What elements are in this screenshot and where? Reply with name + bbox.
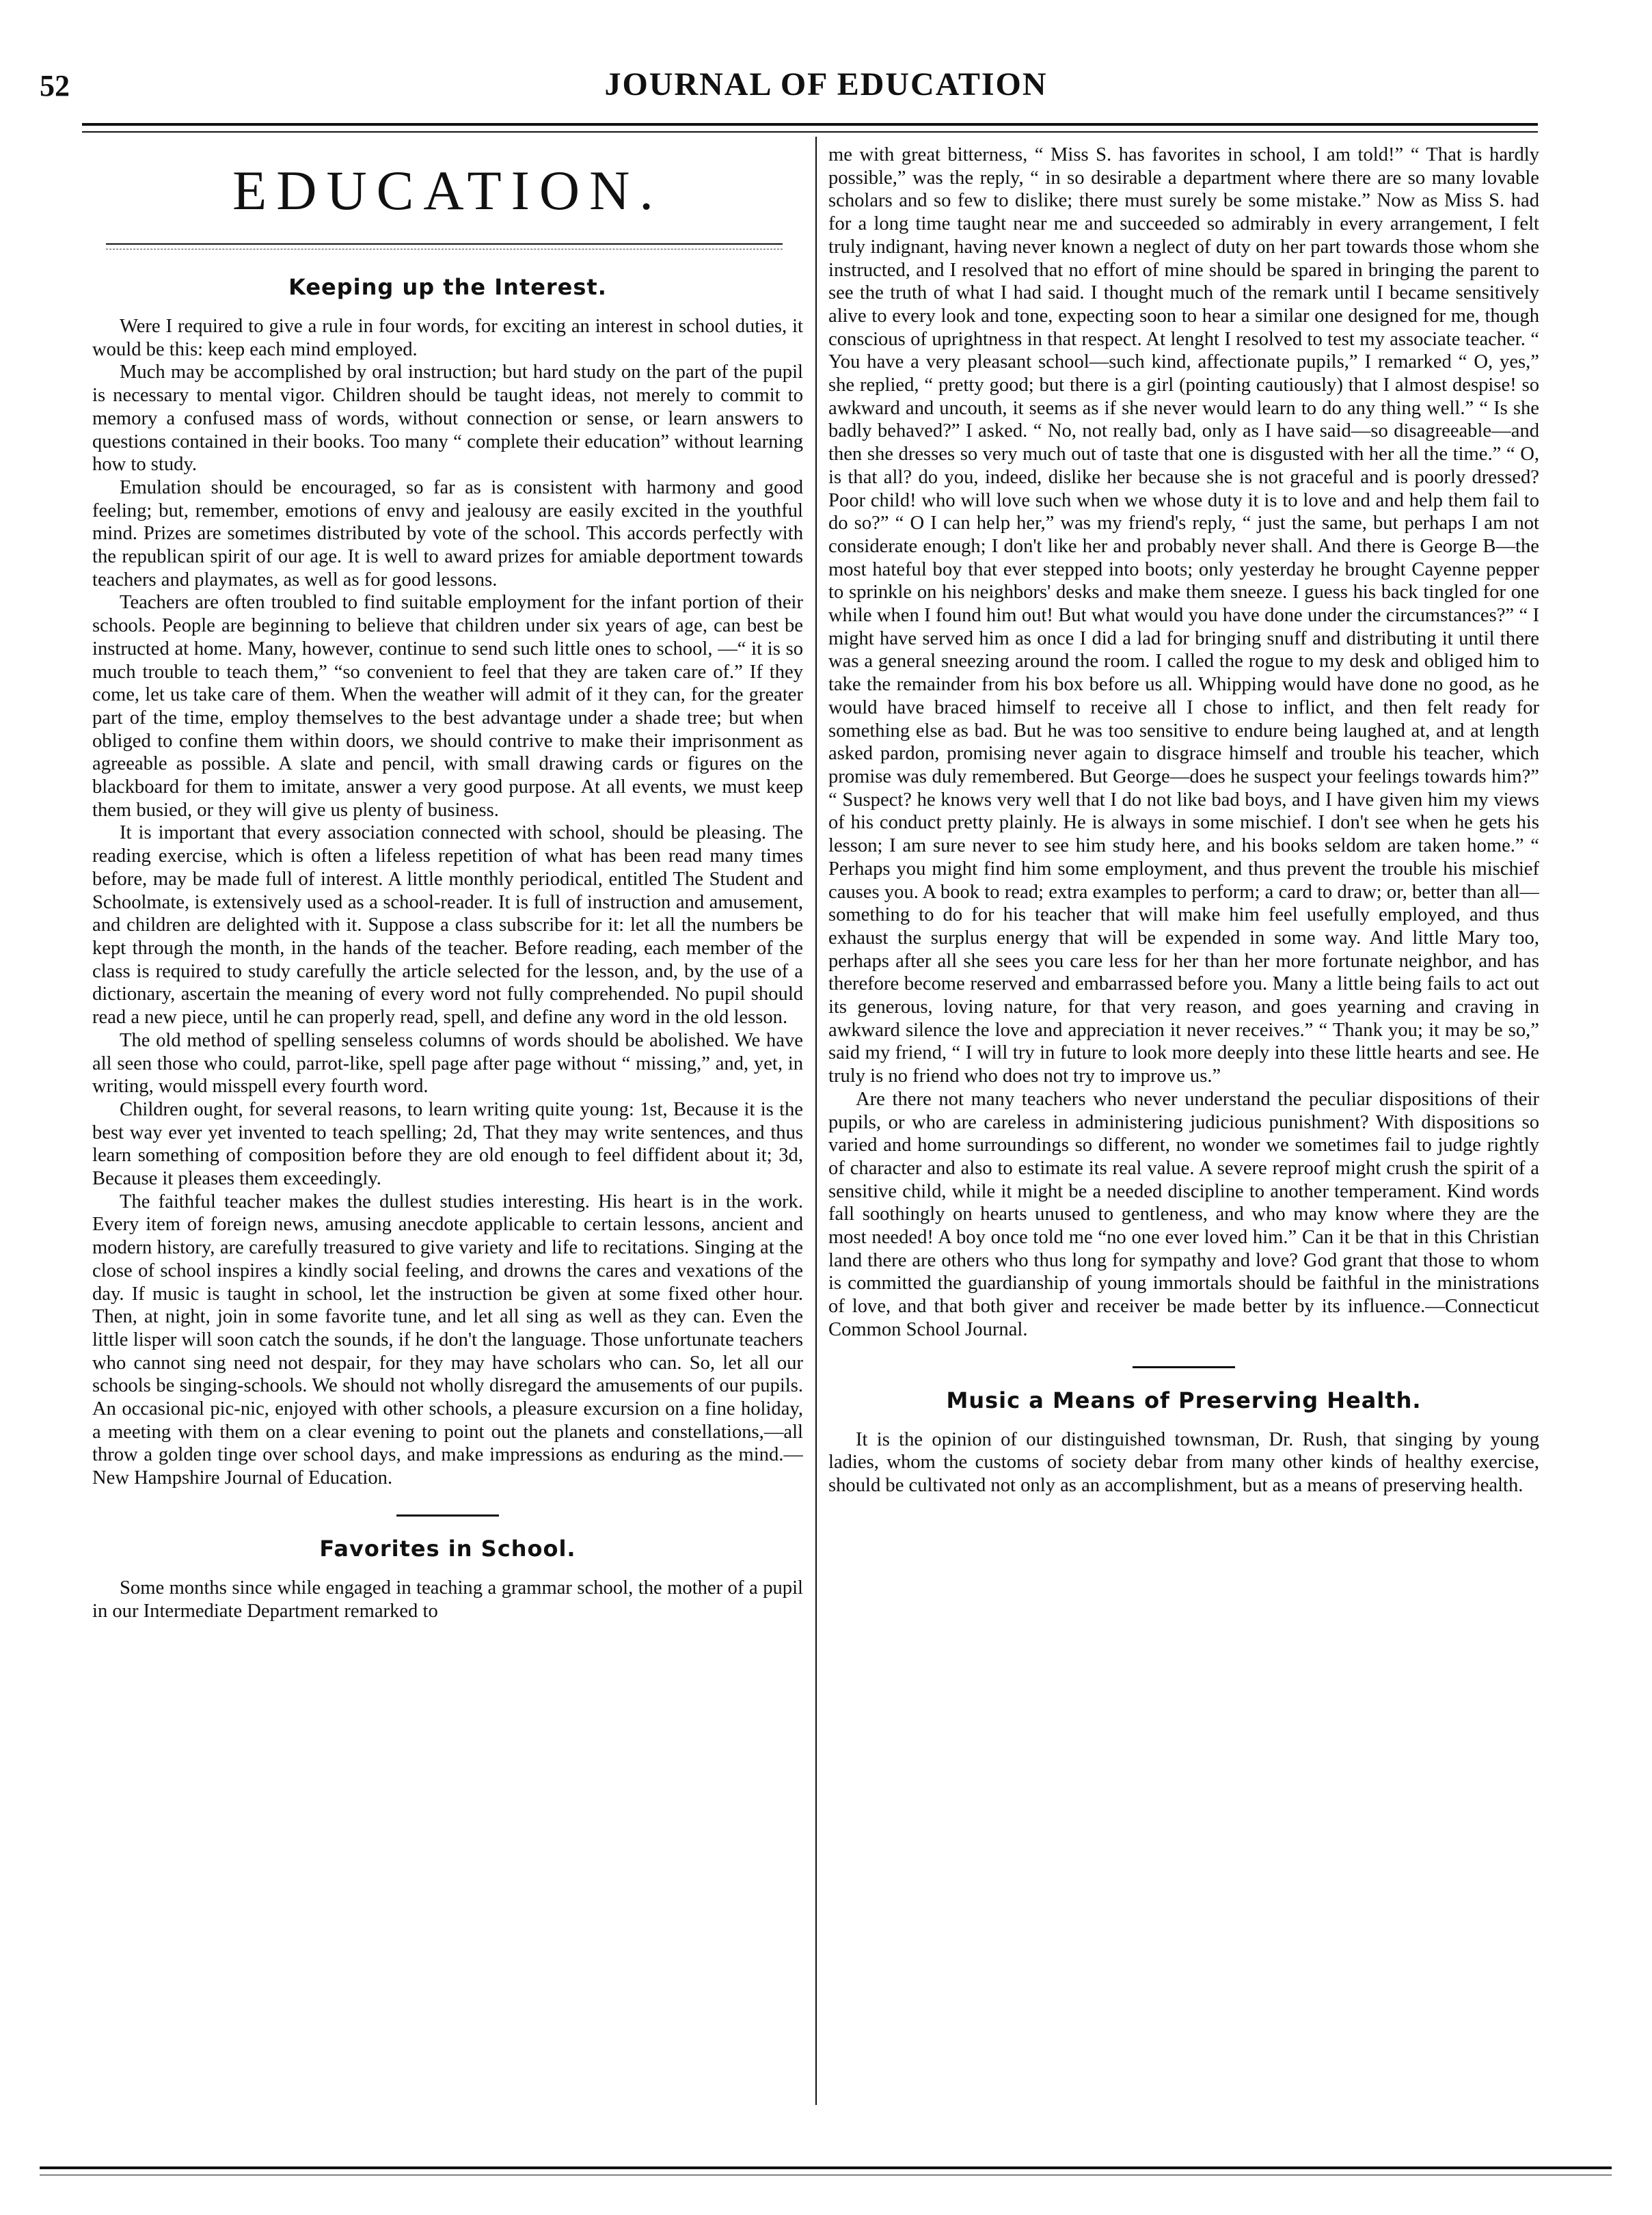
page-number: 52 [40, 69, 70, 103]
article-paragraph: Were I required to give a rule in four words, for exciting an interest in school duties, it would be this: keep each mind employed. [92, 316, 803, 360]
article-paragraph: Some months since while engaged in teaching a grammar school, the mother of a pupil in our Intermediate Department remarked to [92, 1577, 803, 1622]
left-column [92, 144, 803, 2106]
article-title-keeping-interest: Keeping up the Interest. [288, 274, 607, 300]
running-head: JOURNAL OF EDUCATION [604, 66, 1048, 103]
footer-rule [40, 2166, 1612, 2169]
column-divider [815, 137, 817, 2105]
article-title-music: Music a Means of Preserving Health. [946, 1387, 1422, 1413]
header-rule [82, 123, 1538, 126]
right-column [828, 144, 1539, 2106]
article-paragraph: Much may be accomplished by oral instruction; but hard study on the part of the pupil is necessary to mental vigor. Children should be taught ideas, not merely to commit to memory a confused mass of words, without connection or sense, or learn answers to questions contained in their books. Too many “ complete their education” without learning how to study. [92, 362, 803, 476]
article-paragraph: The old method of spelling senseless columns of words should be abolished. We have all seen those who could, parrot-like, spell page after page without “ missing,” and, yet, in writing, would misspell every fourth word. [92, 1029, 803, 1098]
article-paragraph: Emulation should be encouraged, so far as is consistent with harmony and good feeling; but, remember, emotions of envy and jealousy are easily excited in the youthful mind. Prizes are sometimes distributed by vote of the school. This accords perfectly with the republican spirit of our age. It is well to award prizes for amiable deportment towards teachers and playmates, as well as for good lessons. [92, 476, 803, 590]
article-paragraph: me with great bitterness, “ Miss S. has favorites in school, I am told!” “ That is hardly possible,” was the reply, “ in so desirable a department where there are so many lovable scholars and so few to dislike; there must surely be some mistake.” Now as Miss S. had for a long time taught near me and succeeded so admirably in every arrangement, I felt truly indignant, having never known a neglect of duty on her part towards those whom she instructed, and I resolved that no effort of mine should be spared in bringing the parent to see the truth of what I had said. I thought much of the remark until I became sensitively alive to every look and tone, expecting soon to hear a similar one designed for me, though conscious of uprightness in that respect. At lenght I resolved to test my associate teacher. “ You have a very pleasant school—such kind, affectionate pupils,” I remarked “ O, yes,” she replied, “ pretty good; but there is a girl (pointing cautiously) that I almost despise! so awkward and uncouth, it seems as if she never would learn to do any thing well.” “ Is she badly behaved?” I asked. “ No, not really bad, only as I have said—so disagreeable—and then she dresses so very much out of taste that one is disgusted with her all the time.” “ O, is that all? do you, indeed, dislike her because she is not graceful and is poorly dressed? Poor child! who will love such when we whose duty it is to love and and help them fail to do so?” “ O I can help her,” was my friend's reply, “ just the same, but perhaps I am not considerate enough; I don't like her and probably never shall. And there is George B—the most hateful boy that ever stepped into boots; only yesterday he brought Cayenne pepper to sprinkle on his neighbors' desks and make them sneeze. I guess his back tingled for one while when I found him out! But what would you have done under the circumstances?” “ I might have served him as once I did a lad for bringing snuff and distributing it until there was a general sneezing around the room. I called the rogue to my desk and obliged him to take the remainder from his box before us all. Whipping would have done no good, as he would have braced himself to receive all I chose to inflict, and then felt ready for something else as bad. But he was too sensitive to endure being laughed at, and at length asked pardon, promising never again to disgrace himself and trouble his teacher, which promise was duly remembered. But George—does he suspect your feelings towards him?” “ Suspect? he knows very well that I do not like bad boys, and I have given him my views of his conduct pretty plainly. He is always in some mischief. I don't see when he gets his lesson; I am sure never to see him study here, and his books seldom are taken home.” “ Perhaps you might find him some employment, and thus prevent the trouble his mischief causes you. A book to read; extra examples to perform; a card to draw; or, better than all—something to do for his teacher that will make him feel usefully employed, and thus exhaust the surplus energy that will be expended in some way. And little Mary too, perhaps after all she sees you care less for her than her more fortunate neighbor, and has therefore become reserved and embarrassed before you. Many a little being fails to act out its generous, loving nature, for that very reason, and goes yearning and craving in awkward silence the love and appreciation it never receives.” “ Thank you; it may be so,” said my friend, “ I will try in future to look more deeply into these little hearts and see. He truly is no friend who does not try to improve us.” [828, 144, 1539, 1087]
article-paragraph: It is important that every association connected with school, should be pleasing. The reading exercise, which is often a lifeless repetition of what has been read many times before, may be made full of interest. A little monthly periodical, entitled The Student and Schoolmate, is extensively used as a school-reader. It is full of instruction and amusement, and children are delighted with it. Suppose a class subscribe for it: let all the numbers be kept through the month, in the hands of the teacher. Before reading, each member of the class is required to study carefully the article selected for the lesson, and, by the use of a dictionary, ascertain the meaning of every word not fully comprehended. No pupil should read a new piece, until he can properly read, spell, and define any word in the old lesson. [92, 822, 803, 1029]
section-masthead: EDUCATION. [232, 159, 663, 221]
masthead-rule [106, 243, 783, 245]
article-paragraph: Children ought, for several reasons, to learn writing quite young: 1st, Because it is the best way ever yet invented to teach spelling; 2d, That they may write sentences, and thus learn something of composition before they are old enough to feel diffident about it; 3d, Because it pleases them exceedingly. [92, 1098, 803, 1190]
article-separator [396, 1514, 499, 1517]
article-paragraph: Teachers are often troubled to find suitable employment for the infant portion of their schools. People are beginning to believe that children under six years of age, can best be instructed at home. Many, however, continue to send such little ones to school, —“ it is so much trouble to teach them,” “so convenient to feel that they are taken care of.” If they come, let us take care of them. When the weather will admit of it they can, for the greater part of the time, employ themselves to the best advantage under a shade tree; but when obliged to confine them within doors, we should contrive to make their imprisonment as agreeable as possible. A slate and pencil, with small drawing cards or figures on the blackboard for them to imitate, answer a very good purpose. At all events, we must keep them busied, or they will give us plenty of business. [92, 592, 803, 821]
article-paragraph: The faithful teacher makes the dullest studies interesting. His heart is in the work. Every item of foreign news, amusing anecdote applicable to certain lessons, ancient and modern history, are carefully treasured to give variety and life to recitations. Singing at the close of school inspires a kindly social feeling, and drowns the cares and vexations of the day. If music is taught in school, let the instruction be given at some fixed other hour. Then, at night, join in some favorite tune, and let all sing as well as they can. Even the little lisper will soon catch the sounds, if he don't the language. Those unfortunate teachers who cannot sing need not despair, for they may have scholars who can. So, let all our schools be singing-schools. We should not wholly disregard the amusements of our pupils. An occasional pic-nic, enjoyed with other schools, a pleasure excursion on a fine holiday, a meeting with them on a clear evening to point out the planets and constellations,—all throw a golden tinge over school days, and make impressions as enduring as the mind.—New Hampshire Journal of Education. [92, 1191, 803, 1489]
article-separator [1133, 1366, 1235, 1368]
article-title-favorites: Favorites in School. [319, 1535, 576, 1562]
article-paragraph: Are there not many teachers who never understand the peculiar dispositions of their pupils, or who are careless in administering judicious punishment? With dispositions so varied and home surroundings so different, no wonder we sometimes fail to judge rightly of character and also to estimate its real value. A severe reproof might crush the spirit of a sensitive child, while it might be a needed discipline to another temperament. Kind words fall soothingly on hearts unused to gentleness, and who may know where they are the most needed! A boy once told me “no one ever loved him.” Can it be that in this Christian land there are others who thus long for sympathy and love? God grant that those to whom is committed the guardianship of young immortals should be faithful in the ministrations of love, and that both giver and receiver be made better by its influence.—Connecticut Common School Journal. [828, 1088, 1539, 1340]
header-rule-thin [82, 131, 1538, 133]
article-paragraph: It is the opinion of our distinguished townsman, Dr. Rush, that singing by young ladies, whom the customs of society debar from many other kinds of healthy exercise, should be cultivated not only as an accomplishment, but as a means of preserving health. [828, 1428, 1539, 1496]
